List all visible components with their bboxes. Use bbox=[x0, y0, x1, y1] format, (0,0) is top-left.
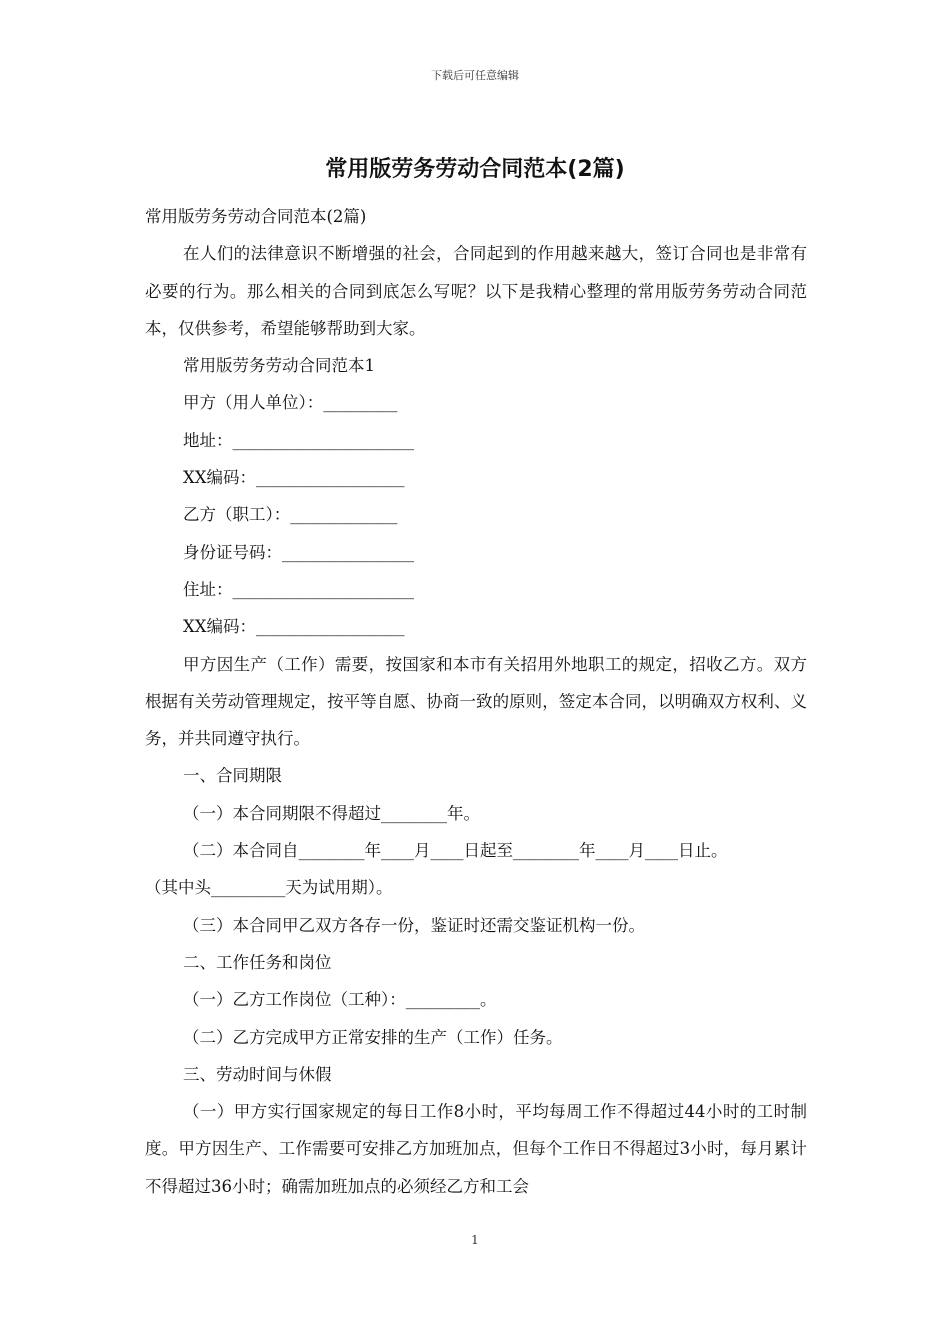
preamble-line: 同，以明确双方权利、义务，并共同遵守执行。 bbox=[145, 691, 808, 749]
intro-line: 也是非常有必要的行为。那么相关的合同到底怎么写呢？以下是我精心整理的 bbox=[145, 244, 807, 301]
clause2-item2: （二）乙方完成甲方正常安排的生产（工作）任务。 bbox=[183, 1027, 563, 1047]
header-note: 下载后可任意编辑 bbox=[431, 69, 519, 82]
clause1-item1: （一）本合同期限不得超过________年。 bbox=[183, 803, 480, 823]
document-subtitle: 常用版劳务劳动合同范本(2篇) bbox=[145, 207, 367, 226]
preamble-paragraph bbox=[145, 646, 807, 758]
field-employee-postcode: XX编码：__________________ bbox=[183, 617, 405, 637]
clause3-line: 得超过3小时，每月累计不得超过36小时；确需加班加点的必须经乙方和工会 bbox=[145, 1139, 808, 1196]
clause1-item3: （三）本合同甲乙双方各存一份，鉴证时还需交鉴证机构一份。 bbox=[183, 915, 645, 935]
field-employee-address: 住址：______________________ bbox=[183, 579, 414, 599]
preamble-line: 乙方。双方根据有关劳动管理规定，按平等自愿、协商一致的原则，签定本合 bbox=[145, 654, 807, 711]
document-title: 常用版劳务劳动合同范本(2篇) bbox=[325, 157, 625, 182]
intro-line: 在人们的法律意识不断增强的社会，合同起到的作用越来越大，签订合同 bbox=[183, 244, 723, 264]
clause2-item1: （一）乙方工作岗位（工种）：_________。 bbox=[183, 990, 497, 1010]
intro-line: 常用版劳务劳动合同范本，仅供参考，希望能够帮助到大家。 bbox=[145, 281, 808, 338]
field-employer-address: 地址：______________________ bbox=[183, 430, 414, 450]
clause1-heading: 一、合同期限 bbox=[183, 766, 282, 786]
field-employee: 乙方（职工）：_____________ bbox=[183, 505, 398, 525]
page-number: 1 bbox=[471, 1233, 479, 1247]
clause3-line: （一）甲方实行国家规定的每日工作8小时，平均每周工作不得超过44小 bbox=[183, 1102, 723, 1122]
section-heading: 常用版劳务劳动合同范本1 bbox=[183, 356, 375, 376]
field-employer: 甲方（用人单位）：_________ bbox=[183, 393, 398, 413]
clause3-heading: 三、劳动时间与休假 bbox=[183, 1064, 332, 1084]
clause3-line: 时的工时制度。甲方因生产、工作需要可安排乙方加班加点，但每个工作日不 bbox=[145, 1102, 807, 1159]
field-employer-postcode: XX编码：__________________ bbox=[183, 468, 405, 488]
clause1-item2-continuation: （其中头_________天为试用期）。 bbox=[145, 878, 393, 898]
document-body bbox=[145, 198, 807, 1205]
intro-paragraph bbox=[145, 235, 807, 347]
field-id-number: 身份证号码：________________ bbox=[183, 542, 414, 562]
preamble-line: 甲方因生产（工作）需要，按国家和本市有关招用外地职工的规定，招收 bbox=[183, 654, 723, 674]
clause3-item1 bbox=[145, 1093, 807, 1205]
clause1-item2: （二）本合同自________年____月____日起至________年____月____日止。 bbox=[183, 841, 728, 861]
clause2-heading: 二、工作任务和岗位 bbox=[183, 952, 332, 972]
